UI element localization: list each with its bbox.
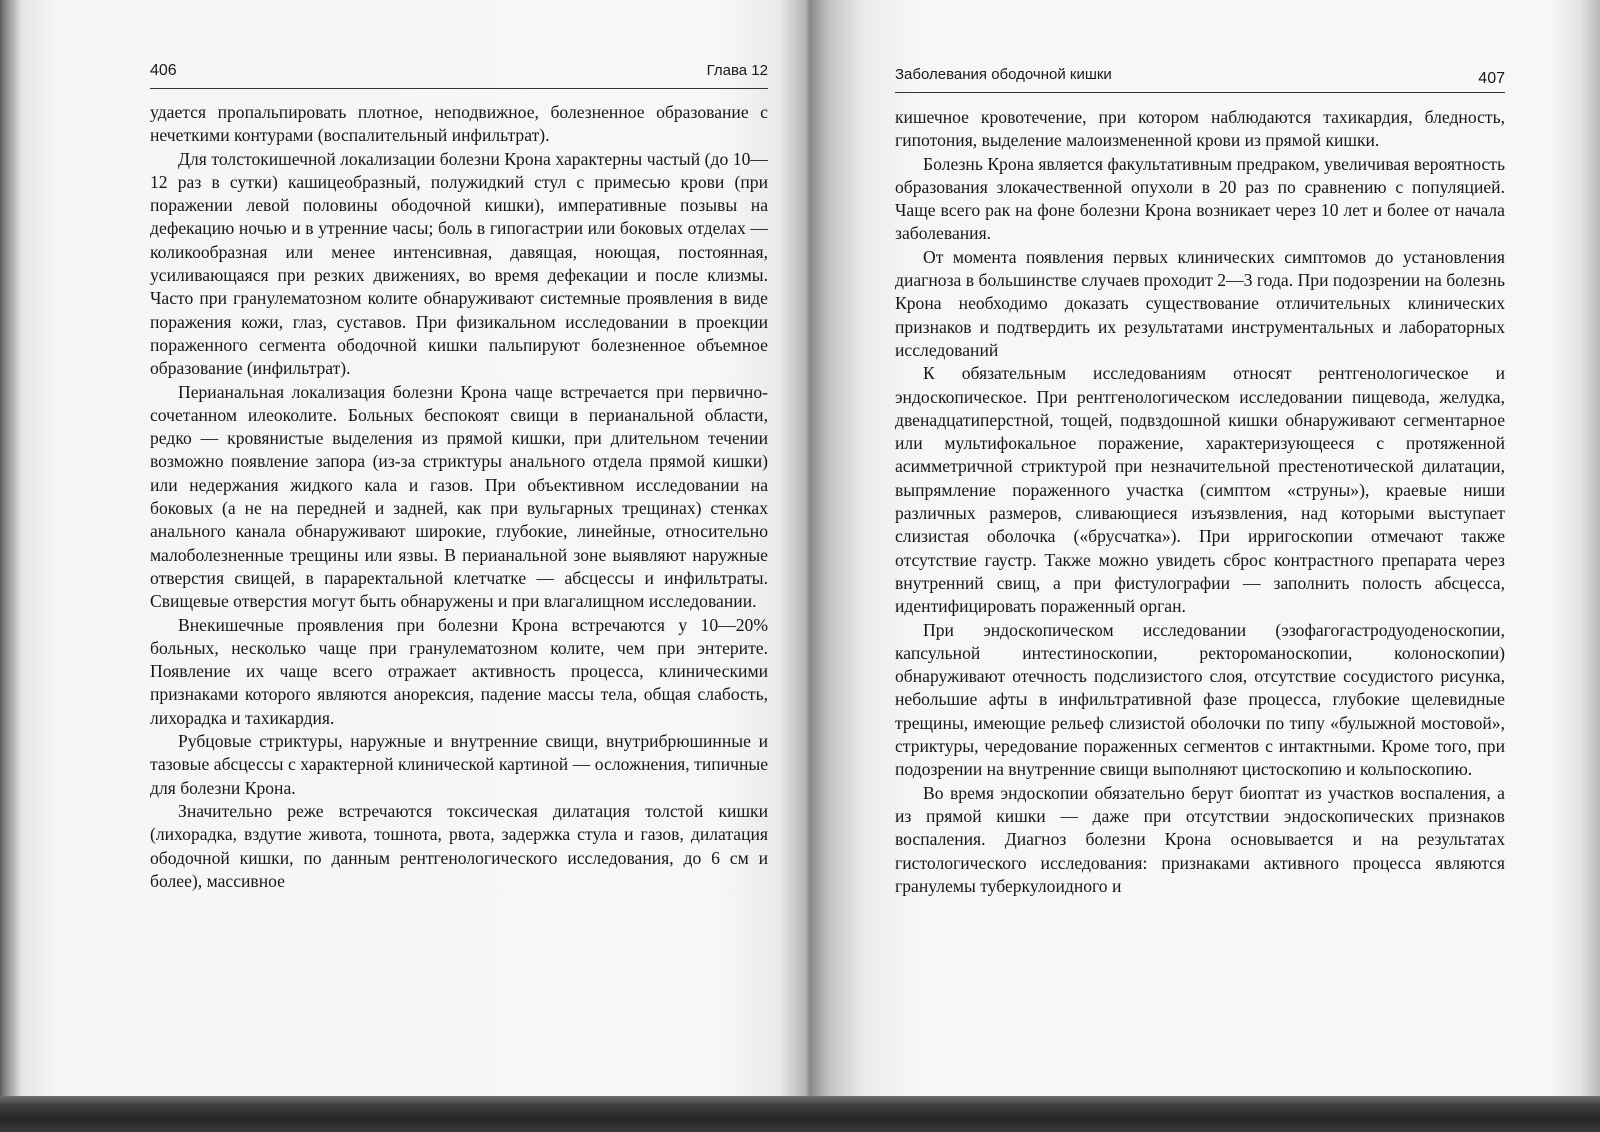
paragraph: удается пропальпировать плотное, неподвижное, болезненное образование с нечеткими контурами (воспалительный инфильтрат). <box>150 102 768 146</box>
paragraph: При эндоскопическом исследовании (эзофагогастродуоденоскопии, капсульной интестиноскопии, ректороманоскопии, колоноскопии) обнаруживают отечность подслизистого слоя, отсутствие сосудистого рисунка, небольшие афты в инфильтративной фазе процесса, глубокие щелевидные трещины, имеющие рельеф слизистой оболочки по типу «булыжной мостовой», стриктуры, чередование пораженных сегментов с интактными. Кроме того, при подозрении на внутренние свищи выполняют цистоскопию и кольпоскопию. <box>895 619 1505 780</box>
paragraph: Рубцовые стриктуры, наружные и внутренние свищи, внутрибрюшинные и тазовые абсцессы с характерной клинической картиной — осложнения, типичные для болезни Крона. <box>150 731 768 798</box>
paragraph: кишечное кровотечение, при котором наблюдаются тахикардия, бледность, гипотония, выделение малоизмененной крови из прямой кишки. <box>895 107 1505 151</box>
right-page <box>810 0 1600 1100</box>
left-page <box>0 0 810 1100</box>
left-page-header <box>150 62 768 89</box>
paragraph: Для толстокишечной локализации болезни Крона характерны частый (до 10—12 раз в сутки) кашицеобразный, полужидкий стул с примесью крови (при поражении левой половины ободочной кишки), императивные позывы на дефекацию ночью и в утренние часы; боль в гипогастрии или боковых отделах — коликообразная или менее интенсивная, давящая, ноющая, постоянная, усиливающаяся при резких движениях, во время дефекации и после клизмы. Часто при гранулематозном колите обнаруживают системные проявления в виде поражения кожи, глаз, суставов. При физикальном исследовании в проекции пораженного сегмента ободочной кишки пальпируют болезненное объемное образование (инфильтрат). <box>150 148 768 379</box>
scanner-bottom-shadow <box>0 1096 1600 1132</box>
paragraph: Перианальная локализация болезни Крона чаще встречается при первично-сочетанном илеоколите. Больных беспокоят свищи в перианальной области, редко — кровянистые выделения из прямой кишки, при длительном течении возможно появление запора (из-за стриктуры анального отдела прямой кишки) или недержания жидкого кала и газов. При объективном исследовании на боковых (а не на передней и задней, как при вульгарных трещинах) стенках анального канала обнаруживают широкие, глубокие, линейные, относительно малоболезненные трещины или язвы. В перианальной зоне выявляют наружные отверстия свищей, в параректальной клетчатке — абсцессы и инфильтраты. Свищевые отверстия могут быть обнаружены и при влагалищном исследовании. <box>150 381 768 612</box>
right-page-header <box>895 66 1505 93</box>
running-title: Глава 12 <box>706 62 768 79</box>
paragraph: Болезнь Крона является факультативным предраком, увеличивая вероятность образования злокачественной опухоли в 20 раз по сравнению с популяцией. Чаще всего рак на фоне болезни Крона возникает через 10 лет и более от начала заболевания. <box>895 153 1505 244</box>
right-page-body <box>895 106 1505 898</box>
paragraph: К обязательным исследованиям относят рентгенологическое и эндоскопическое. При рентгенологическом исследовании пищевода, желудка, двенадцатиперстной, тощей, подвздошной кишки обнаруживают сегментарное или мультифокальное поражение, характеризующееся с протяженной асимметричной стриктурой при незначительной престенотической дилатации, выпрямление пораженного участка (симптом «струны»), краевые ниши различных размеров, сливающиеся изъязвления, над которыми выступает слизистая оболочка («брусчатка»). При ирригоскопии отмечают также отсутствие гаустр. Также можно увидеть сброс контрастного препарата через внутренний свищ, а при фистулографии — заполнить полость абсцесса, идентифицировать пораженный орган. <box>895 363 1505 617</box>
page-number: 406 <box>150 62 177 79</box>
left-page-body <box>150 101 768 893</box>
running-title: Заболевания ободочной кишки <box>895 66 1112 83</box>
page-number: 407 <box>1478 70 1505 87</box>
paragraph: Во время эндоскопии обязательно берут биоптат из участков воспаления, а из прямой кишки — даже при отсутствии эндоскопических признаков воспаления. Диагноз болезни Крона основывается и на результатах гистологического исследования: признаками активного процесса являются гранулемы туберкулоидного и <box>895 782 1505 896</box>
paragraph: Внекишечные проявления при болезни Крона встречаются у 10—20% больных, несколько чаще при гранулематозном колите, чем при энтерите. Появление их чаще всего отражает активность процесса, клиническими признаками которого являются анорексия, падение массы тела, общая слабость, лихорадка и тахикардия. <box>150 614 768 728</box>
paragraph: От момента появления первых клинических симптомов до установления диагноза в большинстве случаев проходит 2—3 года. При подозрении на болезнь Крона необходимо доказать существование отличительных клинических признаков и подтвердить их результатами инструментальных и лабораторных исследований <box>895 246 1505 360</box>
paragraph: Значительно реже встречаются токсическая дилатация толстой кишки (лихорадка, вздутие живота, тошнота, рвота, задержка стула и газов, дилатация ободочной кишки, по данным рентгенологического исследования, до 6 см и более), массивное <box>150 800 768 891</box>
